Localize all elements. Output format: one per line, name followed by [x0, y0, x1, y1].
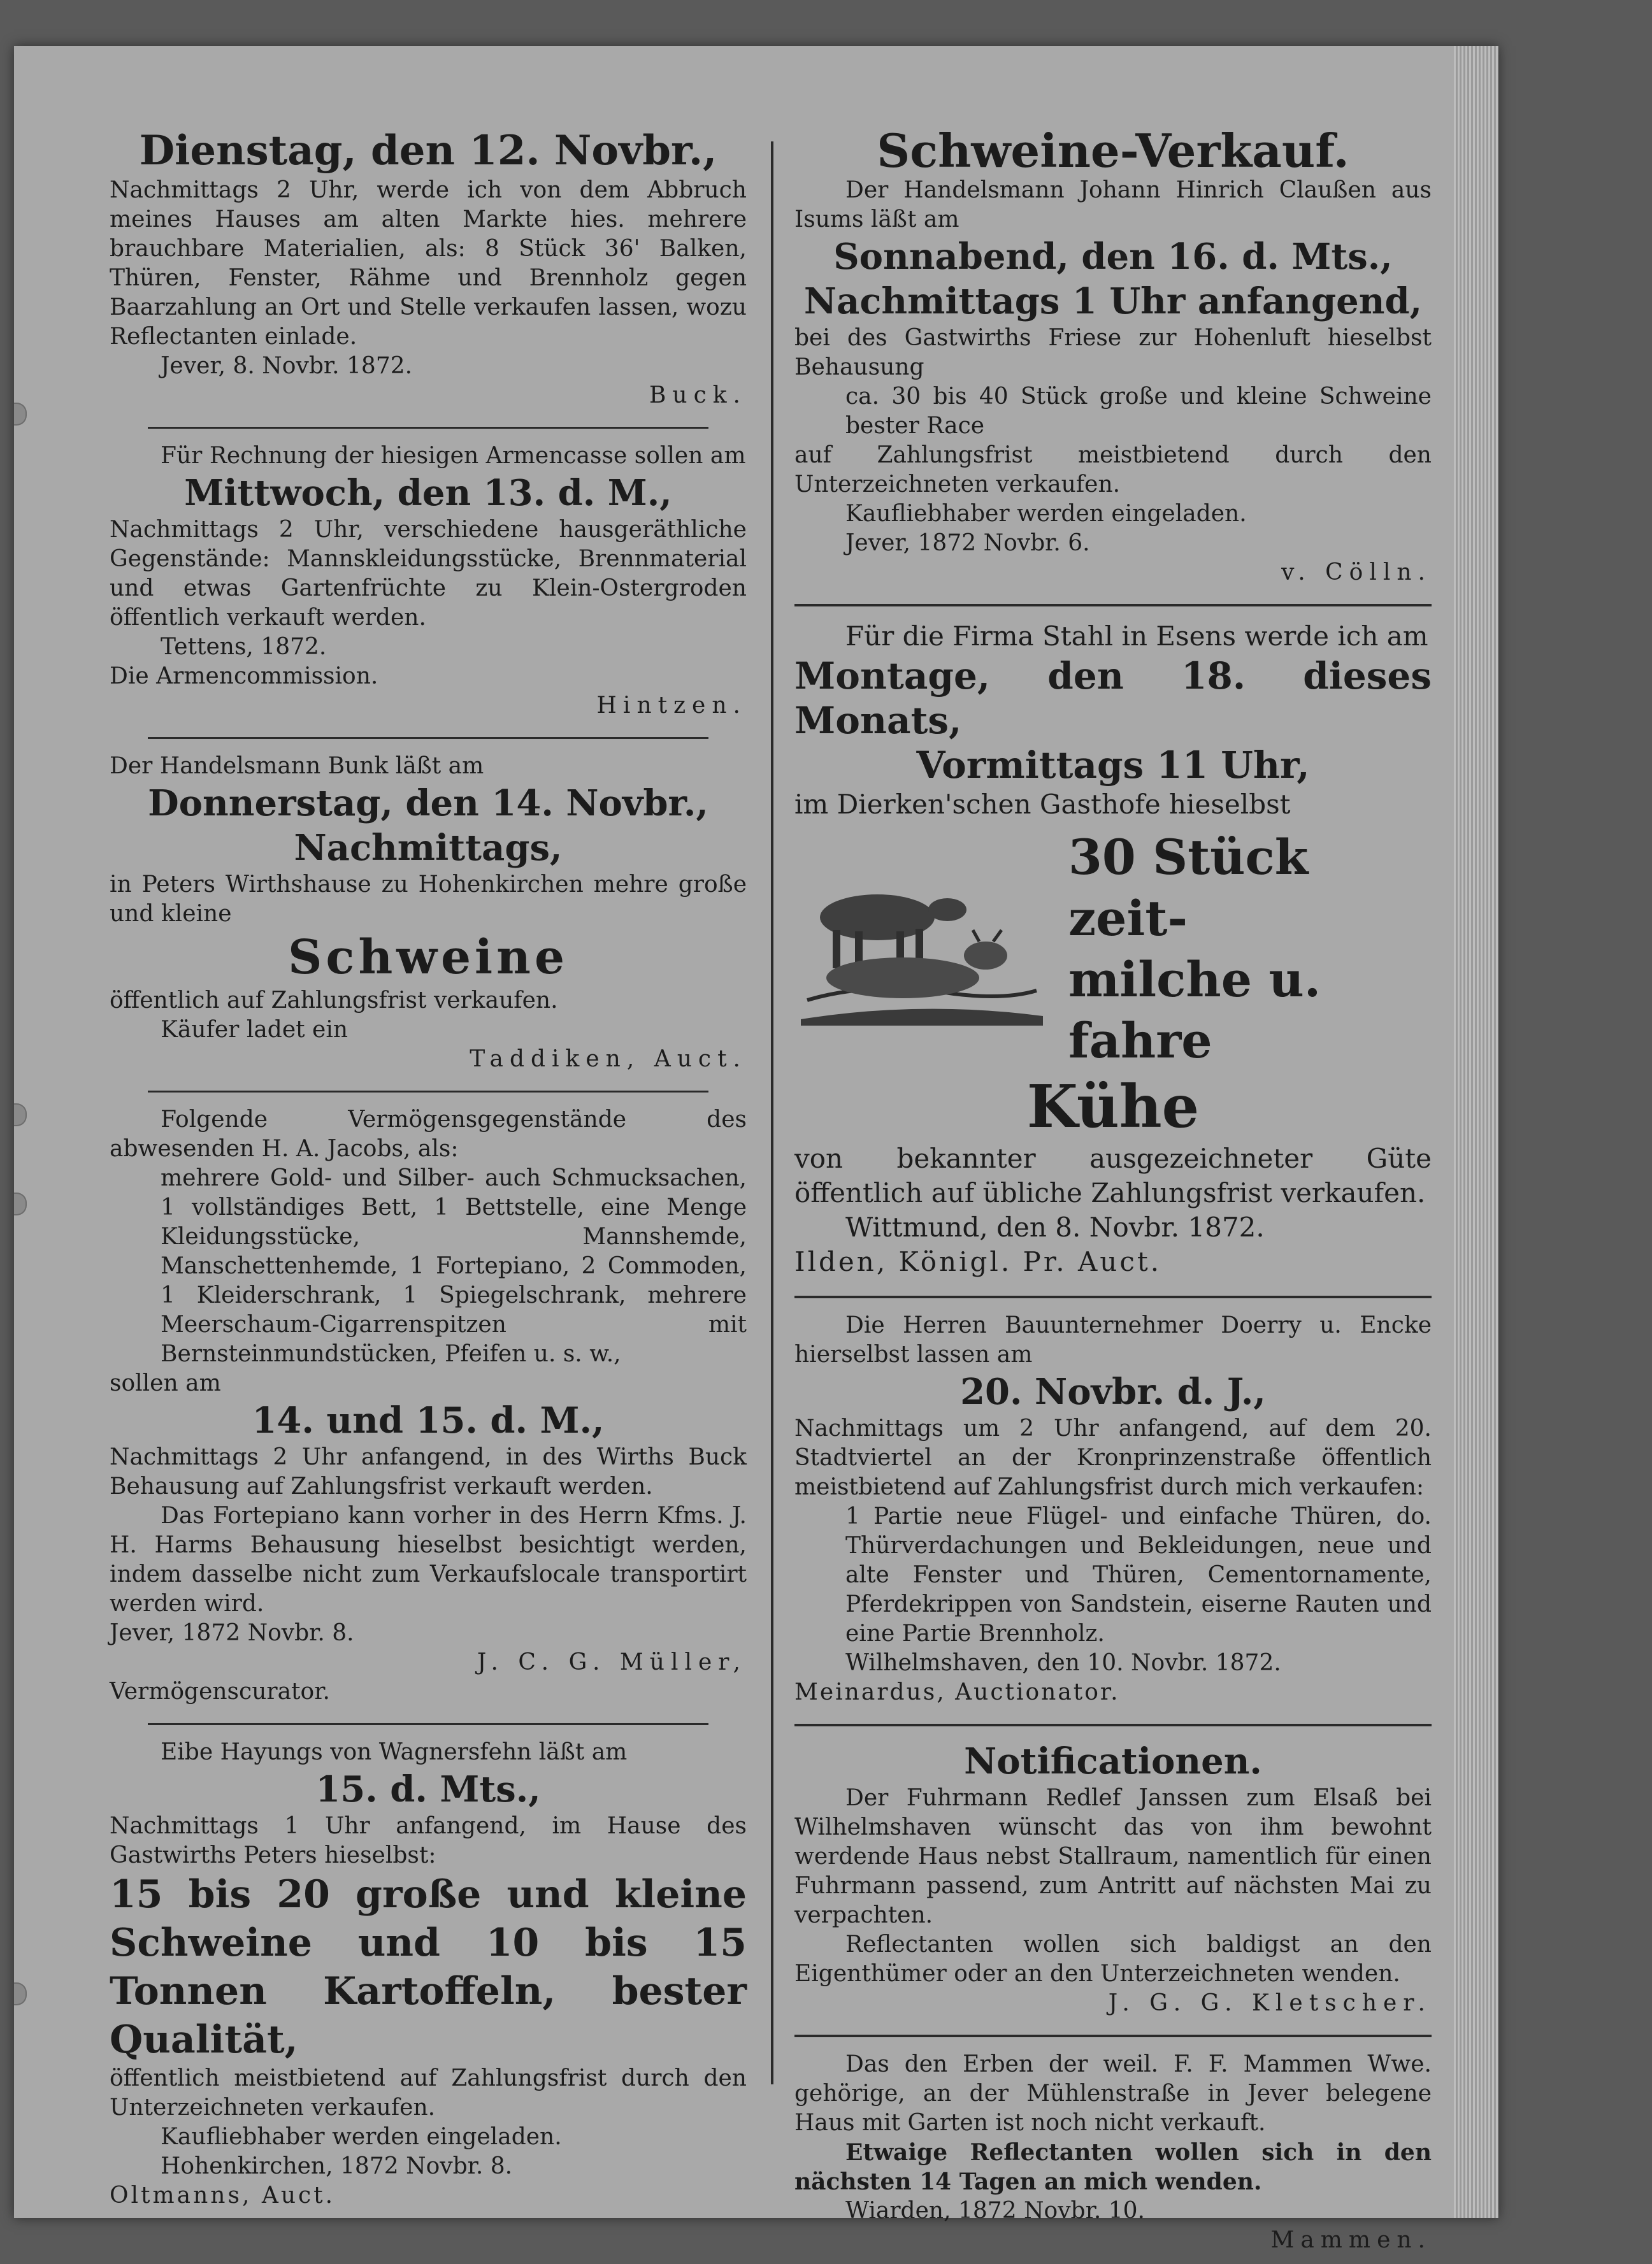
- separator: [794, 2035, 1432, 2037]
- ad-signature: Oltmanns, Auct.: [110, 2182, 336, 2209]
- ad-signature-line1: Die Armencommission.: [110, 663, 378, 689]
- ad-intro: Eibe Hayungs von Wagnersfehn läßt am: [161, 1739, 628, 1765]
- ad-body: Das den Erben der weil. F. F. Mammen Wwe. gehörige, an der Mühlenstraße in Jever belegene Haus mit Garten ist noch nicht verkauft.: [794, 2051, 1432, 2136]
- ad-mammen: [794, 2046, 1432, 2264]
- separator: [148, 1091, 708, 1093]
- separator: [148, 427, 708, 429]
- ad-signature: Hintzen.: [596, 692, 747, 719]
- ad-body: bei des Gastwirths Friese zur Hohenluft hieselbst Behausung: [794, 325, 1432, 380]
- ad-intro: Für die Firma Stahl in Esens werde ich am: [845, 620, 1428, 652]
- cows-illustration: [794, 873, 1049, 1026]
- ad-big-text: 30 Stück zeit-: [1068, 829, 1309, 947]
- ad-signature: Ilden, Königl. Pr. Auct.: [794, 1246, 1162, 1277]
- ad-place-date: Jever, 1872 Novbr. 6.: [845, 530, 1090, 556]
- ad-body: Etwaige Reflectanten wollen sich in den nächsten 14 Tagen an mich wenden.: [794, 2139, 1432, 2195]
- ad-subheading: Vormittags 11 Uhr,: [916, 743, 1310, 787]
- column-divider: [771, 141, 773, 2084]
- ad-body: Nachmittags 1 Uhr anfangend, im Hause des Gastwirths Peters hieselbst:: [110, 1813, 747, 1868]
- ad-big-text: Kühe: [1026, 1072, 1200, 1141]
- ad-signature: v. Cölln.: [1281, 559, 1432, 585]
- ad-intro: Der Handelsmann Bunk läßt am: [110, 753, 484, 779]
- ad-body: auf Zahlungsfrist meistbietend durch den Unterzeichneten verkaufen.: [794, 442, 1432, 498]
- ad-big-text: 15 bis 20 große und kleine Schweine und 10 bis 15 Tonnen Kartoffeln, bester Qualität,: [110, 1872, 747, 2062]
- separator: [148, 1723, 708, 1725]
- ad-body: in Peters Wirthshause zu Hohenkirchen mehre große und kleine: [110, 871, 747, 927]
- ad-body: Das Fortepiano kann vorher in des Herrn Kfms. J. H. Harms Behausung hieselbst besichtigt werden, indem dasselbe nicht zum Verkaufslocale transportirt werden wird.: [110, 1503, 747, 1617]
- ad-list: mehrere Gold- und Silber- auch Schmucksachen, 1 vollständiges Bett, 1 Bettstelle, eine Menge Kleidungsstücke, Mannshemde, Manschettenhemde, 1 Fortepiano, 2 Commoden, 1 Kleiderschrank, 1 Spiegelschrank, mehrere Meerschaum-Cigarrenspitzen mit Bernsteinmundstücken, Pfeifen u. s. w.,: [161, 1165, 747, 1367]
- ad-intro: Für Rechnung der hiesigen Armencasse sollen am: [161, 443, 746, 469]
- section-heading: Notificationen.: [964, 1740, 1262, 1782]
- ad-body: öffentlich meistbietend auf Zahlungsfrist durch den Unterzeichneten verkaufen.: [110, 2065, 747, 2121]
- ad-schweine-verkauf: [794, 122, 1432, 596]
- ad-body: Nachmittags 2 Uhr anfangend, in des Wirths Buck Behausung auf Zahlungsfrist verkauft werden.: [110, 1444, 747, 1500]
- ad-place-date: Tettens, 1872.: [161, 634, 327, 660]
- ad-body: Kaufliebhaber werden eingeladen.: [845, 501, 1247, 527]
- ad-jacobs: [110, 1101, 747, 1716]
- ad-heading: Sonnabend, den 16. d. Mts.,: [833, 236, 1393, 278]
- ad-heading: 15. d. Mts.,: [315, 1768, 541, 1810]
- right-column: [794, 122, 1432, 2264]
- ad-kuehe: [794, 615, 1432, 1288]
- ad-place-date: Jever, 8. Novbr. 1872.: [161, 353, 413, 379]
- ad-signature: J. G. G. Kletscher.: [1108, 1990, 1432, 2016]
- separator: [794, 604, 1432, 606]
- separator: [794, 1296, 1432, 1298]
- binding-hole: [14, 1982, 27, 2005]
- ad-armencasse: [110, 438, 747, 729]
- ad-heading: Dienstag, den 12. Novbr.,: [139, 127, 717, 175]
- ad-place-date: Wittmund, den 8. Novbr. 1872.: [845, 1212, 1265, 1243]
- binding-hole: [14, 1193, 27, 1215]
- ad-signature-title: Vermögenscurator.: [110, 1679, 330, 1705]
- ad-body: Reflectanten wollen sich baldigst an den Eigenthümer oder an den Unterzeichneten wenden.: [794, 1931, 1432, 1987]
- ad-signature: J. C. G. Müller,: [477, 1649, 747, 1675]
- cow-text-lines: [1068, 827, 1432, 1071]
- ad-body: von bekannter ausgezeichneter Güte öffentlich auf übliche Zahlungsfrist verkaufen.: [794, 1143, 1432, 1208]
- ad-heading: 14. und 15. d. M.,: [252, 1400, 605, 1442]
- ad-place-date: Wilhelmshaven, den 10. Novbr. 1872.: [845, 1650, 1281, 1676]
- ad-heading: Montage, den 18. dieses Monats,: [794, 654, 1432, 742]
- ad-hayungs: [110, 1734, 747, 2219]
- ad-bunk: [110, 748, 747, 1083]
- ad-heading: Mittwoch, den 13. d. M.,: [184, 472, 672, 514]
- ad-notificationen: [794, 1735, 1432, 2027]
- binding-hole: [14, 403, 27, 426]
- cow-illustration-row: [794, 827, 1432, 1071]
- ad-heading: 20. Novbr. d. J.,: [960, 1371, 1266, 1413]
- ad-place-date: Jever, 1872 Novbr. 8.: [110, 1620, 354, 1646]
- ad-signature: Meinardus, Auctionator.: [794, 1679, 1120, 1705]
- left-column: [110, 122, 747, 2219]
- binding-hole: [14, 1103, 27, 1126]
- ad-body: Nachmittags 2 Uhr, werde ich von dem Abbruch meines Hauses am alten Markte hies. mehrere brauchbare Materialien, als: 8 Stück 36' Balken, Thüren, Fenster, Rähme und Brennholz gegen Baarzahlung an Ort und Stelle verkaufen lassen, wozu Reflectanten einlade.: [110, 177, 747, 350]
- ad-body: Kaufliebhaber werden eingeladen.: [161, 2124, 562, 2150]
- ad-subheading: Nachmittags,: [294, 827, 563, 869]
- ad-body: Käufer ladet ein: [161, 1017, 348, 1043]
- ad-intro: Der Handelsmann Johann Hinrich Claußen aus Isums läßt am: [794, 177, 1432, 233]
- ad-intro: sollen am: [110, 1370, 221, 1396]
- ad-place-date: Hohenkirchen, 1872 Novbr. 8.: [161, 2153, 513, 2179]
- separator: [148, 737, 708, 739]
- ad-abbruch: [110, 122, 747, 419]
- ad-signature: Taddiken, Auct.: [470, 1046, 747, 1072]
- ad-list: ca. 30 bis 40 Stück große und kleine Schweine bester Race: [845, 383, 1432, 439]
- ad-signature: Mammen.: [1270, 2227, 1432, 2253]
- ad-body: Nachmittags 2 Uhr, verschiedene hausgeräthliche Gegenstände: Mannskleidungsstücke, Brennmaterial und etwas Gartenfrüchte zu Klein-Ostergroden öffentlich verkauft werden.: [110, 517, 747, 631]
- ad-signature: Buck.: [649, 382, 747, 408]
- ad-list: 1 Partie neue Flügel- und einfache Thüren, do. Thürverdachungen und Bekleidungen, neue und alte Fenster und Thüren, Cementornamente, Pferdekrippen von Sandstein, eiserne Rauten und eine Partie Brennholz.: [845, 1503, 1432, 1647]
- ad-intro: Die Herren Bauunternehmer Doerry u. Encke hierselbst lassen am: [794, 1312, 1432, 1368]
- ad-body: im Dierken'schen Gasthofe hieselbst: [794, 789, 1291, 820]
- ad-place-date: Wiarden, 1872 Novbr. 10.: [845, 2198, 1145, 2224]
- separator: [794, 1724, 1432, 1726]
- ad-big-text: Schweine: [287, 930, 569, 985]
- ad-heading: Schweine-Verkauf.: [877, 124, 1349, 178]
- page-edge: [1454, 46, 1498, 2218]
- ad-heading: Donnerstag, den 14. Novbr.,: [148, 782, 708, 824]
- ad-big-text: milche u. fahre: [1068, 951, 1321, 1069]
- newspaper-page: [14, 46, 1498, 2253]
- ad-intro: Folgende Vermögensgegenstände des abwesenden H. A. Jacobs, als:: [110, 1107, 747, 1162]
- ad-body: Nachmittags um 2 Uhr anfangend, auf dem 20. Stadtviertel an der Kronprinzenstraße öffentlich meistbietend auf Zahlungsfrist durch mich verkaufen:: [794, 1415, 1432, 1500]
- ad-body: öffentlich auf Zahlungsfrist verkaufen.: [110, 987, 558, 1014]
- ad-subheading: Nachmittags 1 Uhr anfangend,: [803, 280, 1423, 322]
- ad-body: Der Fuhrmann Redlef Janssen zum Elsaß bei Wilhelmshaven wünscht das von ihm bewohnt werdende Haus nebst Stallraum, namentlich für einen Fuhrmann passend, zum Antritt auf nächsten Mai zu verpachten.: [794, 1785, 1432, 1928]
- ad-bauunternehmer: [794, 1307, 1432, 1716]
